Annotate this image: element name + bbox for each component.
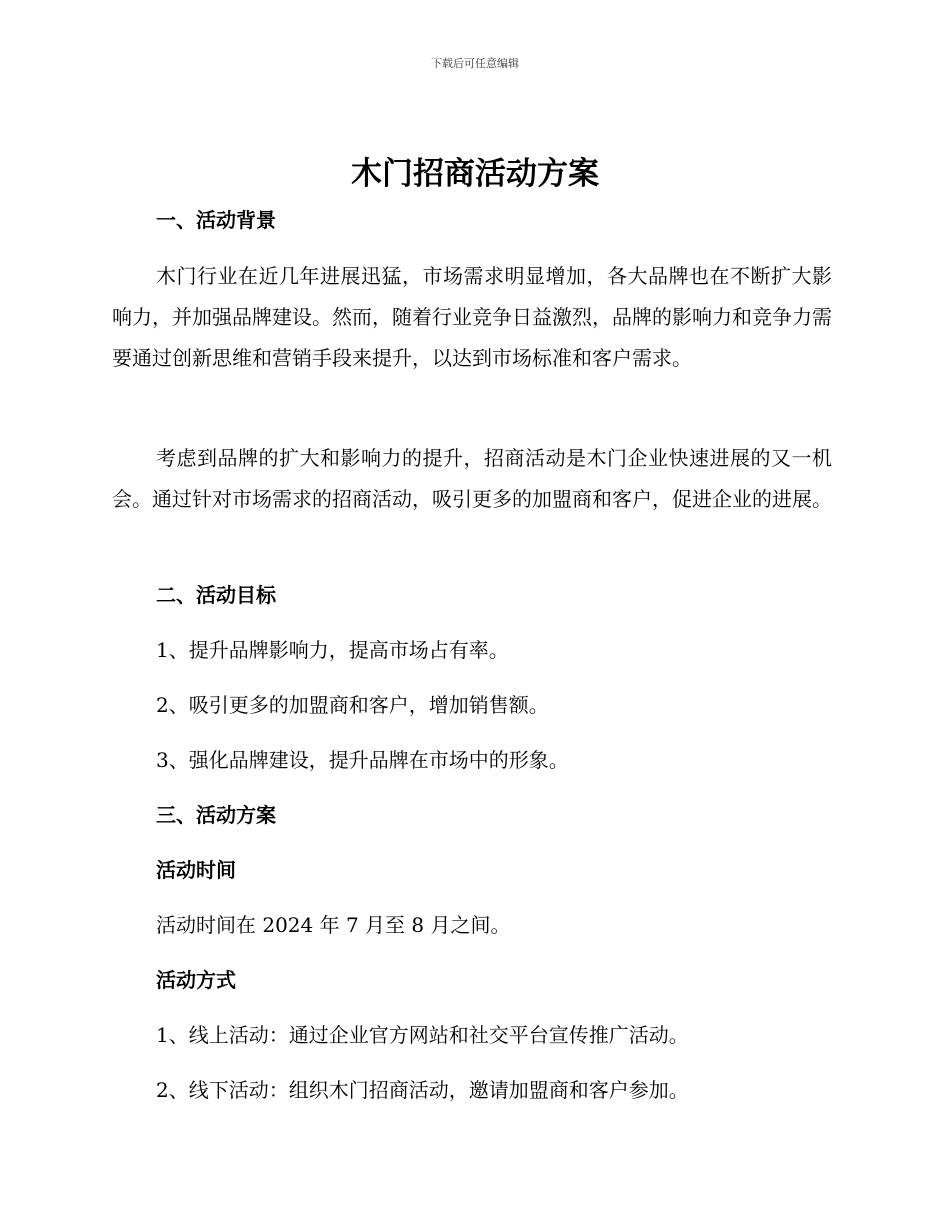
background-paragraph-2: 考虑到品牌的扩大和影响力的提升，招商活动是木门企业快速进展的又一机会。通过针对市场需求的招商活动，吸引更多的加盟商和客户，促进企业的进展。 bbox=[112, 446, 832, 511]
time-text: 活动时间在 2024 年 7 月至 8 月之间。 bbox=[156, 913, 511, 937]
section-heading-plan: 三、活动方案 bbox=[156, 803, 276, 827]
goal-item-2: 2、吸引更多的加盟商和客户，增加销售额。 bbox=[156, 693, 549, 717]
method-item-2: 2、线下活动：组织木门招商活动，邀请加盟商和客户参加。 bbox=[156, 1078, 689, 1102]
goal-item-3: 3、强化品牌建设，提升品牌在市场中的形象。 bbox=[156, 748, 569, 772]
subheading-time: 活动时间 bbox=[156, 858, 236, 882]
background-paragraph-1-block bbox=[112, 256, 832, 379]
header-note: 下载后可任意编辑 bbox=[431, 57, 519, 70]
background-paragraph-2-block bbox=[112, 438, 832, 520]
method-item-1: 1、线上活动：通过企业官方网站和社交平台宣传推广活动。 bbox=[156, 1023, 689, 1047]
background-paragraph-1: 木门行业在近几年进展迅猛，市场需求明显增加，各大品牌也在不断扩大影响力，并加强品牌建设。然而，随着行业竞争日益激烈，品牌的影响力和竞争力需要通过创新思维和营销手段来提升，以达到市场标准和客户需求。 bbox=[112, 264, 832, 370]
section-heading-goals: 二、活动目标 bbox=[156, 583, 276, 607]
document-title: 木门招商活动方案 bbox=[351, 156, 599, 192]
section-heading-background: 一、活动背景 bbox=[156, 208, 276, 232]
subheading-method: 活动方式 bbox=[156, 968, 236, 992]
goal-item-1: 1、提升品牌影响力，提高市场占有率。 bbox=[156, 638, 509, 662]
